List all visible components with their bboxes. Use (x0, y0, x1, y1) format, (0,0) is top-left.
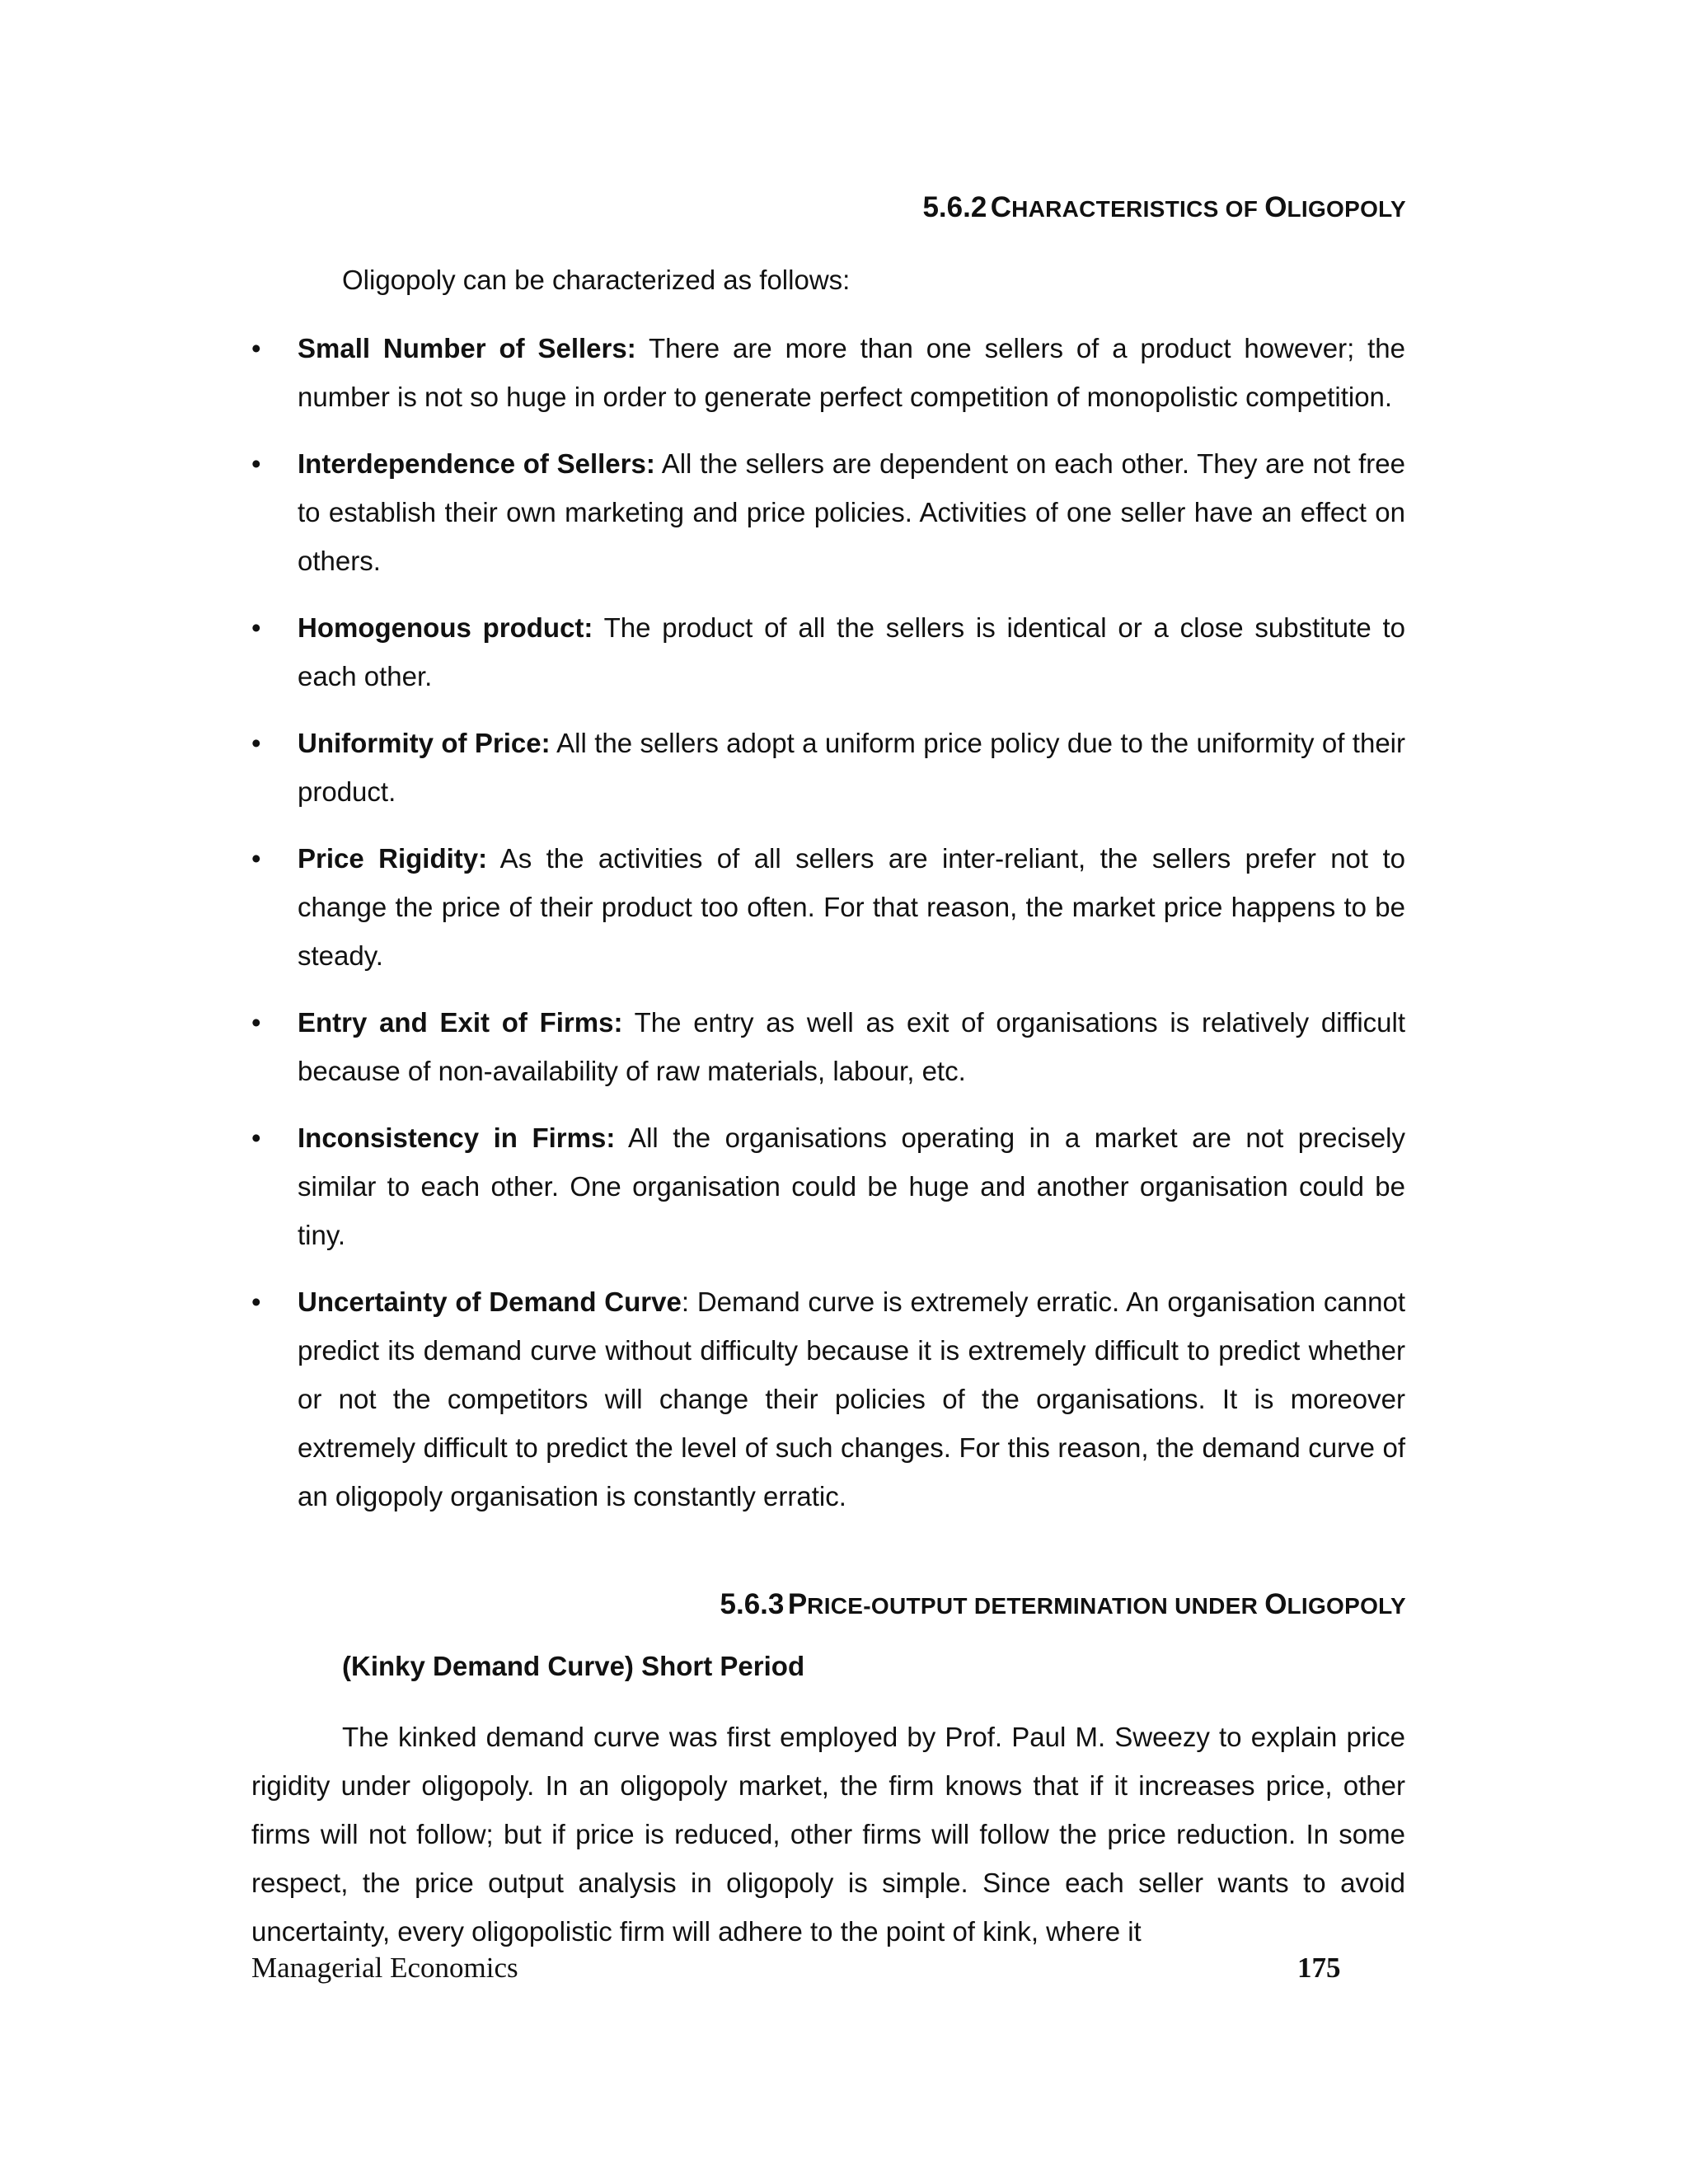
bullet-term: Uncertainty of Demand Curve (298, 1286, 682, 1317)
bullet-term: Small Number of Sellers: (298, 333, 636, 363)
list-item (251, 1113, 1405, 1259)
list-item (251, 603, 1405, 701)
bullet-term: Homogenous product: (298, 612, 593, 643)
bullet-text: The entry as well as exit of organisations is relatively difficult because of non-availability of raw materials, labour, etc. (298, 1007, 1406, 1086)
section-number: 5.6.2 (922, 191, 987, 223)
bullet-text: The product of all the sellers is identical or a close substitute to each other. (298, 612, 1405, 691)
bullet-icon: • (251, 612, 261, 643)
section-title-initial: P (787, 1588, 808, 1620)
body-paragraph: The kinked demand curve was first employed by Prof. Paul M. Sweezy to explain price rigidity under oligopoly. In an oligopoly market, the firm knows that if it increases price, other firms will not follow; but if price is reduced, other firms will follow the price reduction. In some respect, the price output analysis in oligopoly is simple. Since each seller wants to avoid uncertainty, every oligopolistic firm will adhere to the point of kink, where it (251, 1722, 1405, 1947)
section-title-smallcaps: LIGOPOLY (1287, 196, 1406, 222)
intro-text: Oligopoly can be characterized as follows: (342, 265, 851, 295)
characteristics-list (251, 324, 1405, 1539)
bullet-term: Interdependence of Sellers: (298, 448, 655, 479)
bullet-icon: • (251, 448, 261, 479)
list-item (251, 834, 1405, 980)
section-title-smallcaps: LIGOPOLY (1287, 1593, 1406, 1619)
section-heading-characteristics (922, 191, 1406, 224)
list-item (251, 719, 1405, 816)
section-title-smallcaps: RICE-OUTPUT DETERMINATION UNDER (807, 1593, 1265, 1619)
bullet-text: Demand curve is extremely erratic. An organisation cannot predict its demand curve without difficulty because it is extremely difficult to predict whether or not the competitors will change their policies of the organisations. It is moreover extremely difficult to predict the level of such changes. For this reason, the demand curve of an oligopoly organisation is constantly erratic. (298, 1286, 1405, 1511)
bullet-icon: • (251, 1286, 261, 1317)
list-item (251, 324, 1405, 421)
bullet-text: All the sellers are dependent on each other. They are not free to establish their own marketing and price policies. Activities of one seller have an effect on others. (298, 448, 1405, 576)
bullet-term: Price Rigidity: (298, 843, 488, 874)
bullet-text: All the organisations operating in a market are not precisely similar to each other. One organisation could be huge and another organisation could be tiny. (298, 1122, 1406, 1250)
bullet-icon: • (251, 333, 261, 363)
bullet-text: As the activities of all sellers are inter-reliant, the sellers prefer not to change the price of their product too often. For that reason, the market price happens to be steady. (298, 843, 1405, 971)
section-number: 5.6.3 (720, 1588, 785, 1620)
bullet-text: There are more than one sellers of a product however; the number is not so huge in order to generate perfect competition of monopolistic competition. (298, 333, 1405, 412)
bullet-icon: • (251, 1007, 261, 1038)
bullet-separator: : (681, 1286, 690, 1317)
section-title-initial: O (1264, 191, 1287, 223)
bullet-text: All the sellers adopt a uniform price policy due to the uniformity of their product. (298, 728, 1405, 807)
section-title-initial: C (990, 191, 1012, 223)
section-heading-price-output (720, 1588, 1407, 1621)
list-item (251, 1277, 1405, 1521)
footer-page-number: 175 (1297, 1952, 1341, 1984)
subheading: (Kinky Demand Curve) Short Period (342, 1651, 805, 1681)
bullet-icon: • (251, 728, 261, 758)
bullet-icon: • (251, 843, 261, 874)
bullet-icon: • (251, 1122, 261, 1153)
list-item (251, 439, 1405, 585)
footer-book-title: Managerial Economics (251, 1952, 518, 1984)
list-item (251, 998, 1405, 1095)
bullet-term: Uniformity of Price: (298, 728, 551, 758)
section-title-initial: O (1264, 1588, 1287, 1620)
section-title-smallcaps: HARACTERISTICS OF (1011, 196, 1265, 222)
bullet-term: Entry and Exit of Firms: (298, 1007, 623, 1038)
bullet-term: Inconsistency in Firms: (298, 1122, 616, 1153)
